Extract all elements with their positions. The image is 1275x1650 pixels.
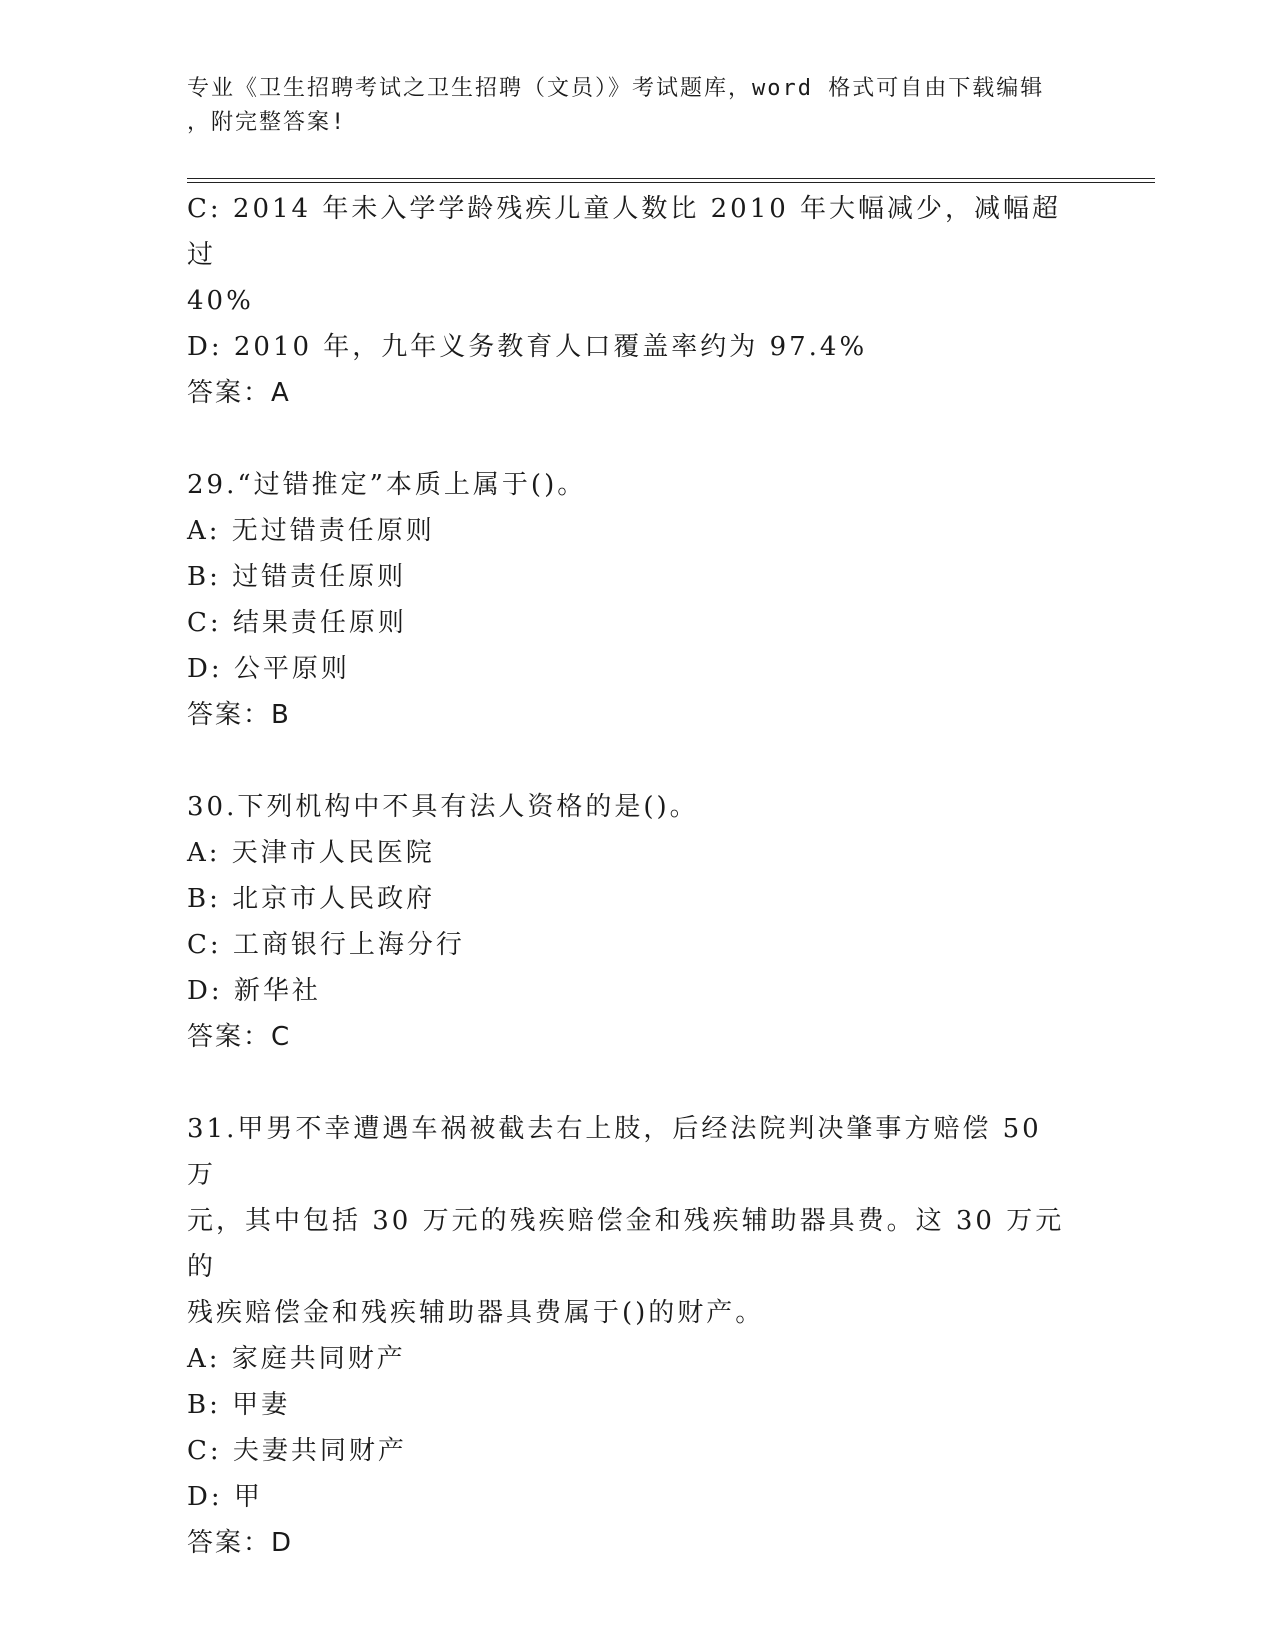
spacer xyxy=(187,738,1067,784)
option-d: D: 公平原则 xyxy=(187,654,350,684)
option-d: D: 新华社 xyxy=(187,976,321,1006)
option-a: A: 无过错责任原则 xyxy=(187,516,435,546)
spacer xyxy=(187,416,1067,462)
option-d: D: 甲 xyxy=(187,1482,263,1512)
question-stem-line-3: 残疾赔偿金和残疾辅助器具费属于()的财产。 xyxy=(187,1298,765,1328)
question-stem: 30.下列机构中不具有法人资格的是()。 xyxy=(187,792,699,822)
page-header xyxy=(187,72,1067,140)
question-stem: 29.“过错推定”本质上属于()。 xyxy=(187,470,587,500)
option-c-continued: 40% xyxy=(187,286,254,316)
question-28-fragment xyxy=(187,186,1067,416)
option-c: C: 结果责任原则 xyxy=(187,608,407,638)
answer: 答案：C xyxy=(187,1022,292,1052)
option-b: B: 过错责任原则 xyxy=(187,562,407,592)
option-b: B: 甲妻 xyxy=(187,1390,291,1420)
spacer xyxy=(187,1060,1067,1106)
question-31 xyxy=(187,1106,1067,1566)
answer: 答案：D xyxy=(187,1528,294,1558)
document-body xyxy=(187,186,1067,1566)
option-a: A: 家庭共同财产 xyxy=(187,1344,406,1374)
option-b: B: 北京市人民政府 xyxy=(187,884,436,914)
option-c: C: 夫妻共同财产 xyxy=(187,1436,407,1466)
question-stem-line-1: 31.甲男不幸遭遇车祸被截去右上肢，后经法院判决肇事方赔偿 50 万 xyxy=(187,1114,1042,1190)
answer: 答案：A xyxy=(187,378,291,408)
option-c: C: 2014 年未入学学龄残疾儿童人数比 2010 年大幅减少，减幅超过 xyxy=(187,194,1062,270)
header-line-2: ，附完整答案! xyxy=(187,110,347,135)
header-line-1: 专业《卫生招聘考试之卫生招聘（文员）》考试题库，word 格式可自由下载编辑 xyxy=(187,76,1045,101)
header-divider xyxy=(187,178,1155,183)
question-30 xyxy=(187,784,1067,1060)
option-c: C: 工商银行上海分行 xyxy=(187,930,465,960)
option-d: D: 2010 年，九年义务教育人口覆盖率约为 97.4% xyxy=(187,332,868,362)
question-29 xyxy=(187,462,1067,738)
answer: 答案：B xyxy=(187,700,291,730)
option-a: A: 天津市人民医院 xyxy=(187,838,435,868)
question-stem-line-2: 元，其中包括 30 万元的残疾赔偿金和残疾辅助器具费。这 30 万元的 xyxy=(187,1206,1065,1282)
